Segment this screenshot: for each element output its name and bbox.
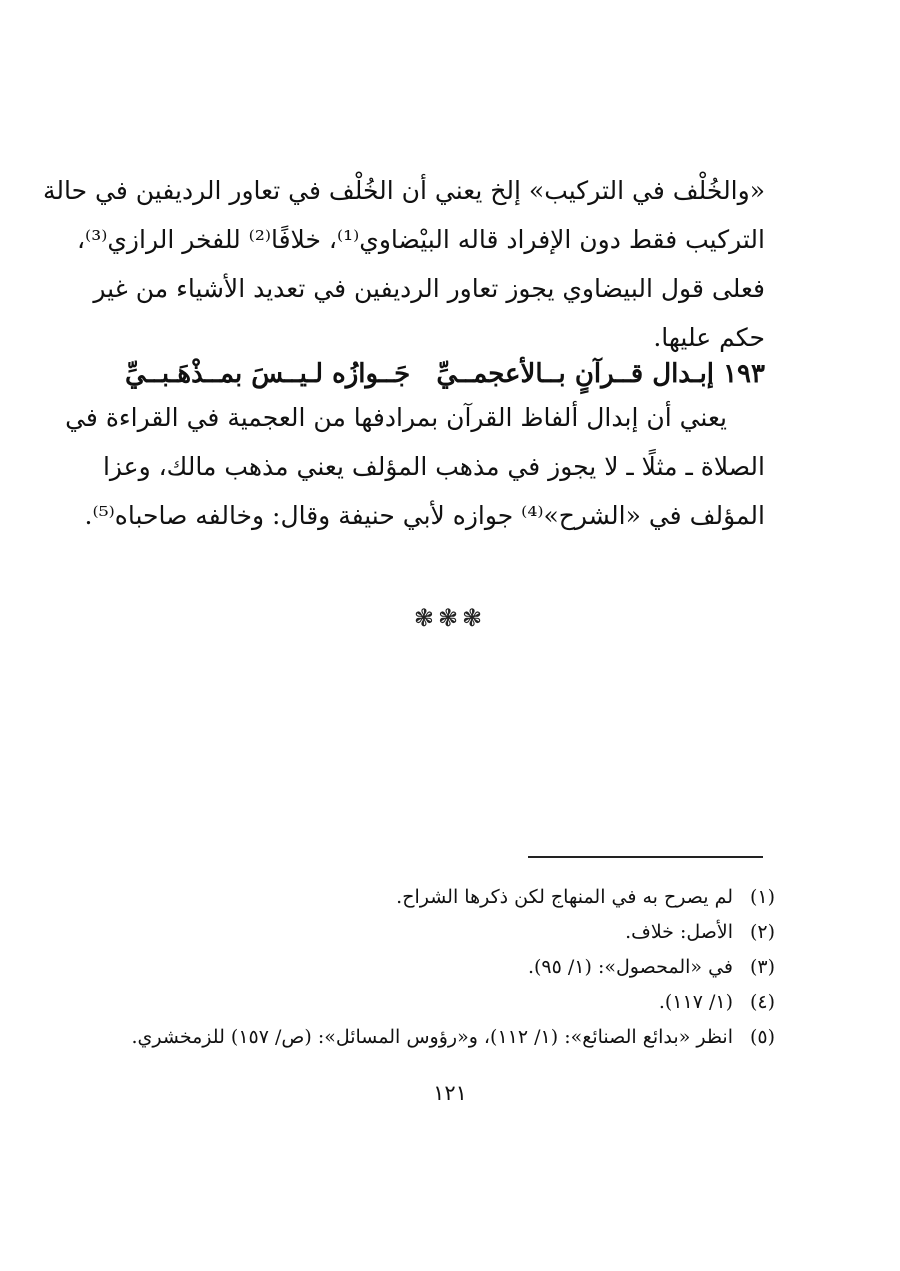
footnote-item bbox=[115, 1020, 775, 1055]
commentary-paragraph-2 bbox=[65, 393, 765, 540]
footnotes bbox=[115, 880, 775, 1055]
footnote-text: (١/ ١١٧). bbox=[658, 991, 733, 1013]
footnote-text: الأصل: خلاف. bbox=[625, 921, 733, 943]
verse-heading bbox=[125, 352, 765, 396]
paragraph-line: يعني أن إبدال ألفاظ القرآن بمرادفها من العجمية في القراءة في bbox=[65, 403, 727, 432]
paragraph-line: «والخُلْف في التركيب» إلخ يعني أن الخُلْف في تعاور الرديفين في حالة bbox=[43, 176, 765, 205]
footnote-item bbox=[115, 950, 775, 985]
footnote-text: لم يصرح به في المنهاج لكن ذكرها الشراح. bbox=[396, 886, 733, 908]
footnote-text: في «المحصول»: (١/ ٩٥). bbox=[527, 956, 733, 978]
footnote-item bbox=[115, 880, 775, 915]
footnote-item bbox=[115, 985, 775, 1020]
section-separator: ❃❃❃ bbox=[413, 604, 487, 632]
paragraph-line: الصلاة ـ مثلًا ـ لا يجوز في مذهب المؤلف يعني مذهب مالك، وعزا bbox=[102, 452, 765, 481]
page-number: ١٢١ bbox=[433, 1081, 467, 1105]
footnote-text: انظر «بدائع الصنائع»: (١/ ١١٢)، و«رؤوس المسائل»: (ص/ ١٥٧) للزمخشري. bbox=[131, 1026, 733, 1048]
footnote-number: (١) bbox=[749, 886, 775, 908]
footnote-divider bbox=[528, 856, 763, 858]
footnote-number: (٢) bbox=[749, 921, 775, 943]
paragraph-line: المؤلف في «الشرح»⁽⁴⁾ جوازه لأبي حنيفة وقال: وخالفه صاحباه⁽⁵⁾. bbox=[84, 501, 765, 530]
footnote-number: (٣) bbox=[749, 956, 775, 978]
paragraph-line: التركيب فقط دون الإفراد قاله البيْضاوي⁽¹⁾، خلافًا⁽²⁾ للفخر الرازي⁽³⁾، bbox=[76, 225, 765, 254]
verse-first-hemistich: ١٩٣ إبـدال قــرآنٍ بــالأعجمــيِّ bbox=[436, 359, 765, 389]
footnote-number: (٤) bbox=[749, 991, 775, 1013]
verse-second-hemistich: جَــوازُه لـيــسَ بمــذْهَـبــيِّ bbox=[125, 359, 411, 389]
paragraph-line: حكم عليها. bbox=[653, 323, 765, 352]
footnote-number: (٥) bbox=[749, 1026, 775, 1048]
footnote-item bbox=[115, 915, 775, 950]
paragraph-line: فعلى قول البيضاوي يجوز تعاور الرديفين في تعديد الأشياء من غير bbox=[93, 274, 765, 303]
commentary-paragraph-1 bbox=[43, 166, 765, 362]
